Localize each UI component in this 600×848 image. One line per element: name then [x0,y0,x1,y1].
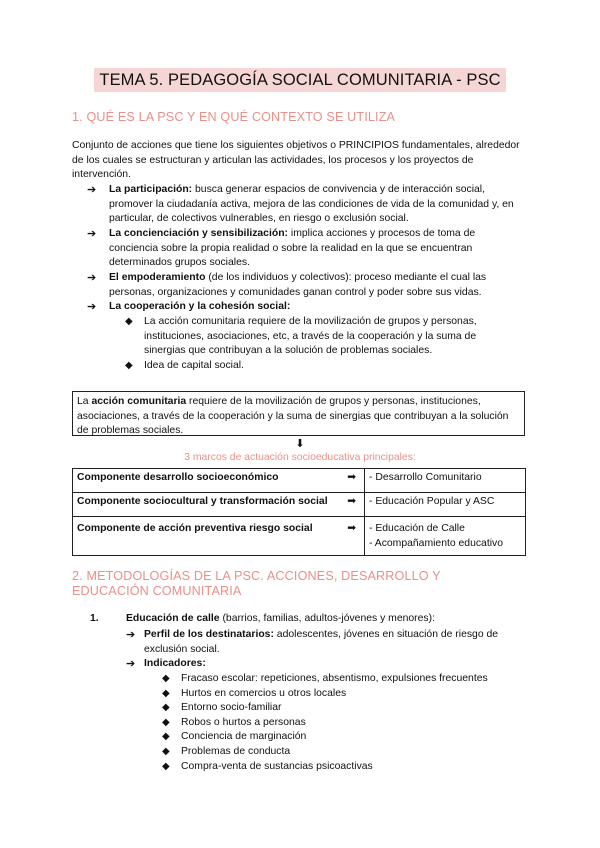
arrow-icon: ➔ [87,228,97,240]
cooperation-point-text: La acción comunitaria requiere de la movilización de grupos y personas, instituciones, asociaciones, etc, a través de la cooperación y la suma de sinergias que contribuyan a la solución de problemas sociales. [144,316,477,357]
principle-empowerment [87,271,527,300]
principle-text [109,227,527,271]
diamond-bullet-icon: ◆ [162,716,170,728]
section1-intro: Conjunto de acciones que tiene los siguientes objetivos o PRINCIPIOS fundamentales, alrededor de los cuales se estructuran y articulan las actividades, los procesos y los proyectos de intervención. [72,140,520,181]
principle-participation [87,183,527,227]
indicator-item [162,730,522,745]
diamond-bullet-icon: ◆ [162,702,170,714]
arrow-icon: ➔ [126,629,136,641]
principle-term: El empoderamiento [109,272,206,283]
item-term: Educación de calle [126,613,220,624]
principle-cooperation [87,300,527,315]
indicator-text: Robos o hurtos a personas [181,716,306,728]
result-line: - Educación de Calle [369,523,465,534]
diamond-bullet-icon: ◆ [125,316,133,327]
cooperation-point-text: Idea de capital social. [144,360,244,371]
table-row [73,493,526,517]
item-desc: (barrios, familias, adultos-jóvenes y menores): [219,613,435,624]
section1-heading: 1. QUÉ ES LA PSC Y EN QUÉ CONTEXTO SE UTILIZA [72,110,396,124]
component-cell [73,493,365,517]
item-text [126,612,530,627]
indicator-text: Conciencia de marginación [181,731,307,743]
method-street-education [90,612,530,627]
indicator-text: Entorno socio-familiar [181,702,282,714]
right-arrow-icon: ➡ [347,523,356,534]
component-cell [73,517,365,556]
result-line: - Acompañamiento educativo [369,537,504,549]
table-row [73,469,526,493]
frames-table [72,468,526,556]
box-text: requiere de la movilización de grupos y personas, instituciones, asociaciones, a través de la cooperación y la suma de sinergias que contribuyan a la solución de problemas sociales. [77,396,509,437]
profile-desc: adolescentes, jóvenes en situación de riesgo de exclusión social. [144,629,499,655]
result-line: - Desarrollo Comunitario [369,472,482,483]
indicator-item [162,687,522,702]
component-name: Componente desarrollo socioeconómico [77,472,279,483]
arrow-icon: ➔ [87,301,97,313]
result-cell [365,493,526,517]
principle-awareness [87,227,527,271]
indicator-item [162,701,522,716]
principle-text [109,300,527,315]
indicators-term: Indicadores: [144,658,206,669]
diamond-bullet-icon: ◆ [162,687,170,699]
arrow-icon: ➔ [87,272,97,284]
cooperation-point [125,359,520,374]
principle-desc: (de los individuos y colectivos): proceso mediante el cual las personas, organizaciones y comunidades ganan control y poder sobre sus vidas. [109,272,487,298]
diamond-bullet-icon: ◆ [162,760,170,772]
indicator-text: Fracaso escolar: repeticiones, absentismo, expulsiones frecuentes [181,673,488,684]
indicator-text: Compra-venta de sustancias psicoactivas [181,760,373,772]
indicator-text: Problemas de conducta [181,746,291,757]
principle-term: La concienciación y sensibilización: [109,228,289,239]
indicator-item [162,716,522,731]
diamond-bullet-icon: ◆ [125,360,133,371]
component-name: Componente de acción preventiva riesgo social [77,523,313,534]
diamond-bullet-icon: ◆ [162,673,170,684]
component-cell [73,469,365,493]
indicator-item [162,672,522,687]
right-arrow-icon: ➡ [347,472,356,483]
right-arrow-icon: ➡ [347,496,356,507]
page-title: TEMA 5. PEDAGOGÍA SOCIAL COMUNITARIA - PSC [94,68,505,92]
community-action-box [72,391,525,436]
arrow-icon: ➔ [87,184,97,196]
principle-desc: busca generar espacios de convivencia y de interacción social, promover la ciudadanía activa, mejora de las condiciones de vida de la comunidad y, en particular, de colectivos vulnerables, en riesgo o exclusión social. [109,184,514,225]
result-line: - Educación Popular y ASC [369,496,495,507]
table-row [73,517,526,556]
principle-text [109,271,527,300]
profile-term: Perfil de los destinatarios: [144,629,274,640]
principle-desc: implica acciones y procesos de toma de conciencia sobre la propia realidad o sobre la realidad en la que se encuentran determinados grupos sociales. [109,228,476,269]
box-prefix: La [77,396,92,407]
diamond-bullet-icon: ◆ [162,731,170,743]
diamond-bullet-icon: ◆ [162,746,170,757]
principle-term: La participación: [109,184,193,195]
arrow-icon: ➔ [126,658,136,670]
indicator-text: Hurtos en comercios u otros locales [181,687,347,699]
down-arrow-icon: ⬇ [295,438,305,450]
component-name: Componente sociocultural y transformación social [77,496,328,507]
indicators-row [126,657,526,672]
principle-term: La cooperación y la cohesión social: [109,301,291,312]
title-wrap [0,68,600,92]
indicator-item [162,760,522,775]
item-number: 1. [90,613,99,624]
profile-row [126,628,526,657]
profile-text [144,628,526,657]
cooperation-point [125,315,520,359]
result-cell [365,517,526,556]
indicator-item [162,745,522,760]
result-cell [365,469,526,493]
principle-text [109,183,527,227]
frames-title: 3 marcos de actuación socioeducativa principales: [184,452,416,463]
section2-heading: 2. METODOLOGÍAS DE LA PSC. ACCIONES, DESARROLLO Y EDUCACIÓN COMUNITARIA [72,569,441,598]
box-term: acción comunitaria [91,396,187,407]
